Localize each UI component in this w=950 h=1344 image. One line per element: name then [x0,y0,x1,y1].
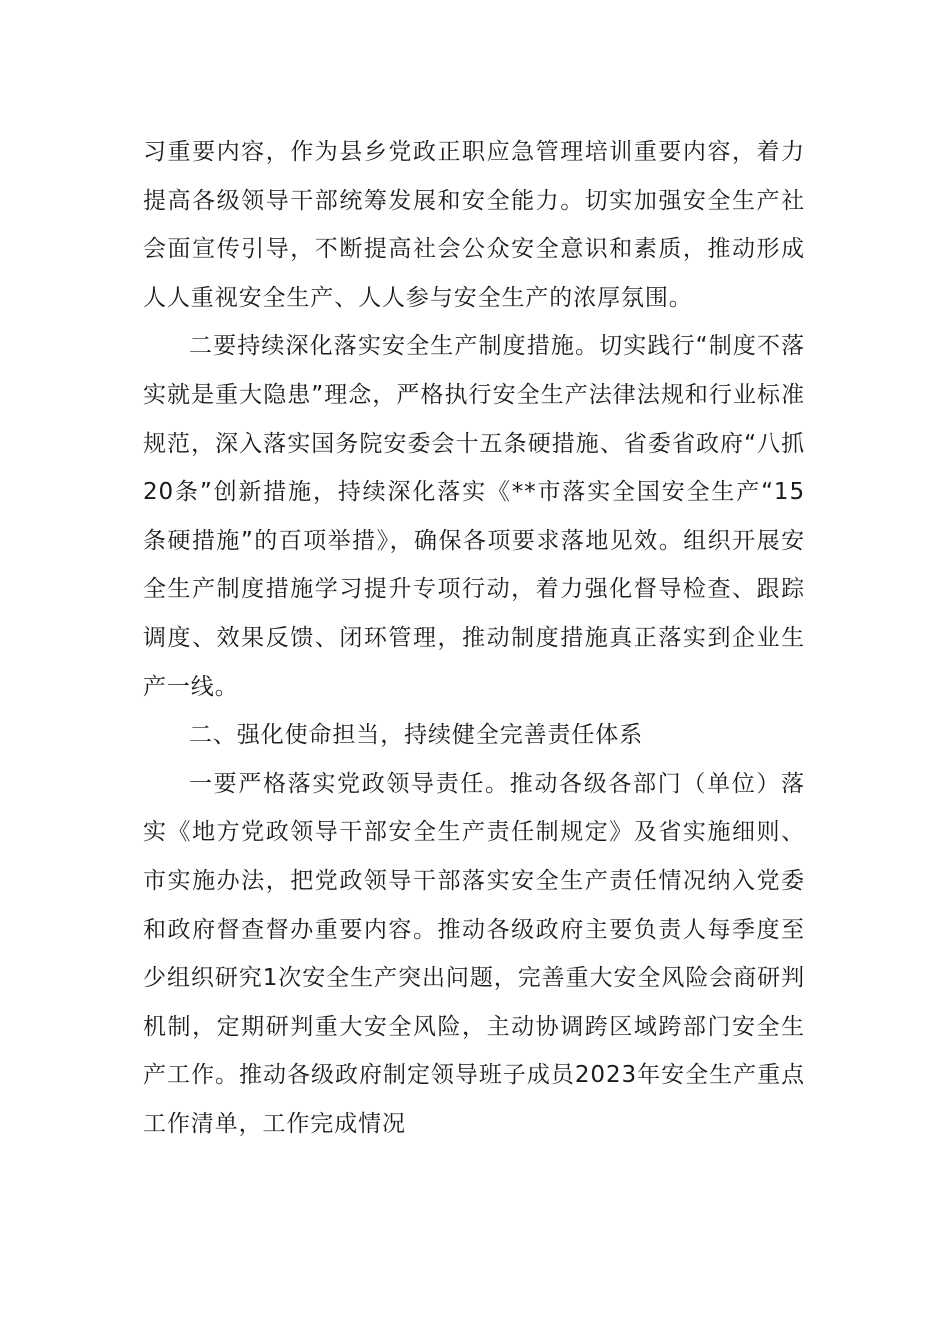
paragraph-leadership-responsibility: 一要严格落实党政领导责任。推动各级各部门（单位）落实《地方党政领导干部安全生产责任制规定》及省实施细则、市实施办法，把党政领导干部落实安全生产责任情况纳入党委和政府督查督办重要内容。推动各级政府主要负责人每季度至少组织研究1次安全生产突出问题，完善重大安全风险会商研判机制，定期研判重大安全风险，主动协调跨区域跨部门安全生产工作。推动各级政府制定领导班子成员2023年安全生产重点工作清单，工作完成情况 [143,770,805,1137]
document-body [143,128,805,1148]
paragraph-continuation: 习重要内容，作为县乡党政正职应急管理培训重要内容，着力提高各级领导干部统筹发展和安全能力。切实加强安全生产社会面宣传引导，不断提高社会公众安全意识和素质，推动形成人人重视安全生产、人人参与安全生产的浓厚氛围。 [143,139,805,311]
section-heading: 二、强化使命担当，持续健全完善责任体系 [189,722,644,749]
paragraph-institutional-measures: 二要持续深化落实安全生产制度措施。切实践行“制度不落实就是重大隐患”理念，严格执行安全生产法律法规和行业标准规范，深入落实国务院安委会十五条硬措施、省委省政府“八抓20条”创新措施，持续深化落实《**市落实全国安全生产“15条硬措施”的百项举措》，确保各项要求落地见效。组织开展安全生产制度措施学习提升专项行动，着力强化督导检查、跟踪调度、效果反馈、闭环管理，推动制度措施真正落实到企业生产一线。 [143,333,805,700]
